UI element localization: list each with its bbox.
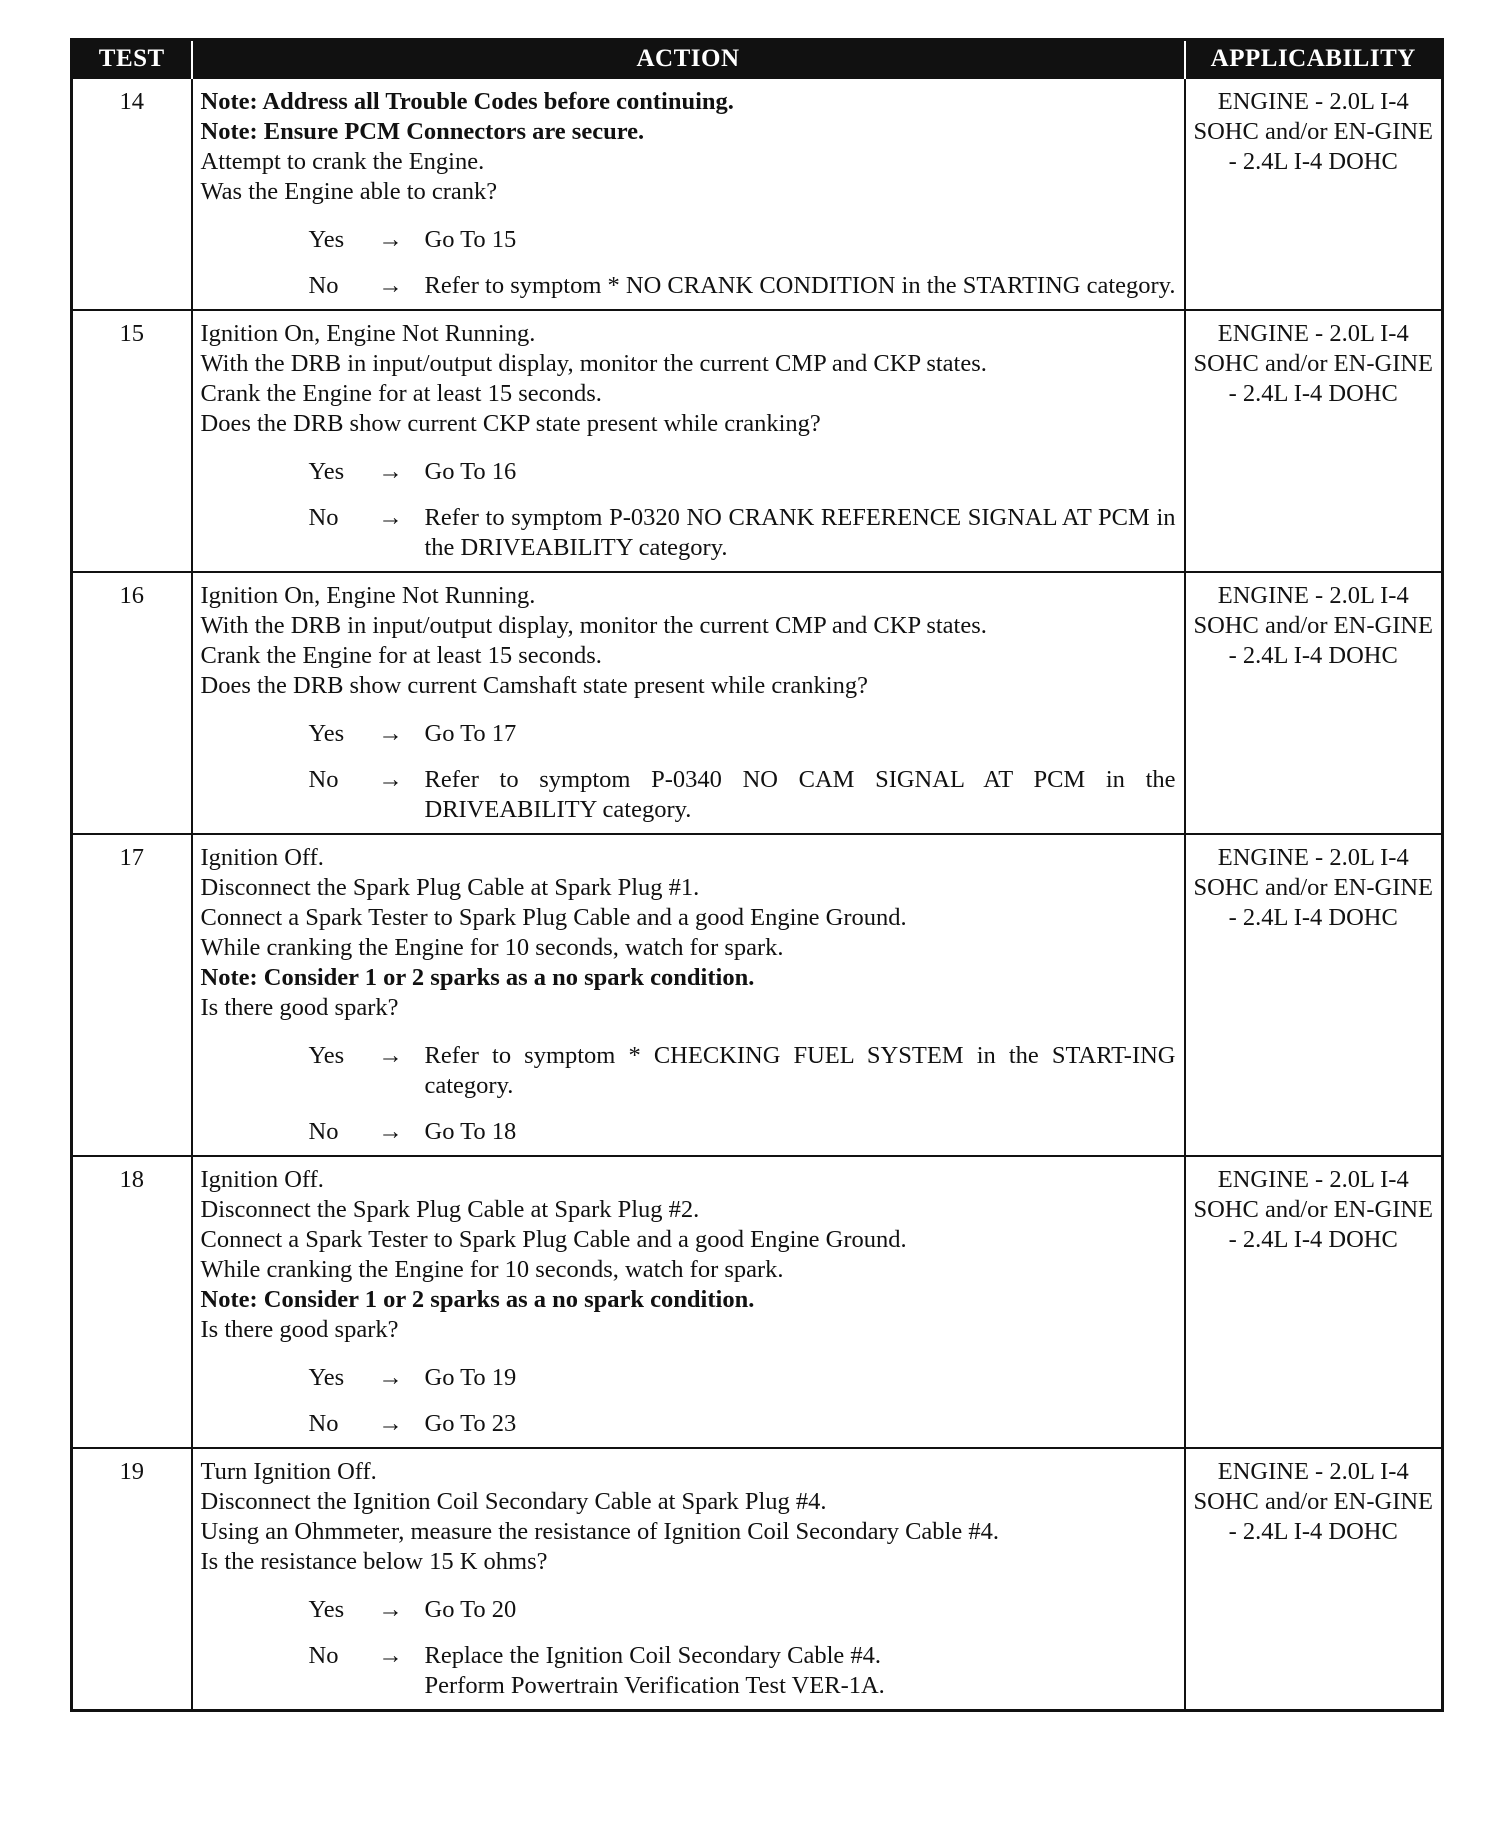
- answer-yes: [309, 457, 1176, 487]
- instruction-line: Disconnect the Spark Plug Cable at Spark Plug #2.: [200, 1196, 700, 1223]
- instruction-line: Was the Engine able to crank?: [200, 178, 498, 205]
- answer-list: [201, 457, 1176, 563]
- answer-label: Yes: [308, 458, 345, 485]
- test-number: 18: [72, 1156, 192, 1448]
- action-cell: [192, 310, 1185, 572]
- instruction-line: Crank the Engine for at least 15 seconds.: [200, 642, 602, 669]
- right-arrow-icon: →: [378, 504, 403, 531]
- instruction-line: With the DRB in input/output display, monitor the current CMP and CKP states.: [200, 612, 987, 639]
- answer-list: [201, 225, 1176, 301]
- instruction-line: Attempt to crank the Engine.: [200, 148, 485, 175]
- header-test: TEST: [72, 40, 192, 79]
- answer-text: Go To 19: [424, 1364, 517, 1391]
- answer-label: No: [308, 766, 339, 793]
- answer-text: Refer to symptom * NO CRANK CONDITION in the STARTING category.: [424, 272, 1176, 299]
- right-arrow-icon: →: [378, 458, 403, 485]
- note-line: Note: Consider 1 or 2 sparks as a no spark condition.: [200, 1286, 755, 1313]
- test-number: 14: [72, 78, 192, 310]
- diagnostic-test-table: [70, 38, 1444, 1712]
- instruction-line: Is there good spark?: [200, 994, 399, 1021]
- header-action: ACTION: [192, 40, 1185, 79]
- answer-label: Yes: [308, 1042, 345, 1069]
- instruction-line: Disconnect the Ignition Coil Secondary Cable at Spark Plug #4.: [200, 1488, 827, 1515]
- instruction-line: While cranking the Engine for 10 seconds, watch for spark.: [200, 1256, 784, 1283]
- right-arrow-icon: →: [378, 1642, 403, 1669]
- answer-yes: [309, 225, 1176, 255]
- applicability-cell: ENGINE - 2.0L I-4 SOHC and/or EN-GINE - 2.4L I-4 DOHC: [1185, 1156, 1443, 1448]
- test-number: 17: [72, 834, 192, 1156]
- answer-no: [309, 1409, 1176, 1439]
- action-cell: [192, 1156, 1185, 1448]
- table-row: [72, 572, 1443, 834]
- answer-text: Refer to symptom P-0340 NO CAM SIGNAL AT PCM in the DRIVEABILITY category.: [424, 766, 1176, 823]
- answer-label: Yes: [308, 226, 345, 253]
- answer-text: Go To 17: [424, 720, 517, 747]
- answer-no: [309, 503, 1176, 563]
- instruction-line: Is the resistance below 15 K ohms?: [200, 1548, 548, 1575]
- answer-text: Refer to symptom * CHECKING FUEL SYSTEM in the START-ING category.: [424, 1042, 1176, 1099]
- right-arrow-icon: →: [378, 1042, 403, 1069]
- answer-text: Refer to symptom P-0320 NO CRANK REFERENCE SIGNAL AT PCM in the DRIVEABILITY category.: [424, 504, 1176, 561]
- applicability-cell: ENGINE - 2.0L I-4 SOHC and/or EN-GINE - 2.4L I-4 DOHC: [1185, 834, 1443, 1156]
- instruction-line: Using an Ohmmeter, measure the resistance of Ignition Coil Secondary Cable #4.: [200, 1518, 999, 1545]
- instruction-line: Ignition Off.: [200, 1166, 324, 1193]
- answer-yes: [309, 1595, 1176, 1625]
- right-arrow-icon: →: [378, 720, 403, 747]
- note-line: Note: Consider 1 or 2 sparks as a no spark condition.: [200, 964, 755, 991]
- right-arrow-icon: →: [378, 1596, 403, 1623]
- instruction-line: Does the DRB show current CKP state present while cranking?: [200, 410, 821, 437]
- answer-label: No: [308, 504, 339, 531]
- instruction-line: Ignition Off.: [200, 844, 324, 871]
- applicability-cell: ENGINE - 2.0L I-4 SOHC and/or EN-GINE - 2.4L I-4 DOHC: [1185, 1448, 1443, 1711]
- table-row: [72, 310, 1443, 572]
- answer-text: Go To 20: [424, 1596, 517, 1623]
- table-row: [72, 1448, 1443, 1711]
- answer-yes: [309, 719, 1176, 749]
- table-row: [72, 1156, 1443, 1448]
- note-line: Note: Address all Trouble Codes before continuing.: [200, 88, 734, 115]
- action-cell: [192, 1448, 1185, 1711]
- table-row: [72, 78, 1443, 310]
- instruction-line: With the DRB in input/output display, monitor the current CMP and CKP states.: [200, 350, 987, 377]
- answer-no: [309, 271, 1176, 301]
- instruction-line: Turn Ignition Off.: [200, 1458, 377, 1485]
- table-row: [72, 834, 1443, 1156]
- instruction-line: Ignition On, Engine Not Running.: [200, 320, 536, 347]
- right-arrow-icon: →: [378, 766, 403, 793]
- test-number: 16: [72, 572, 192, 834]
- right-arrow-icon: →: [378, 1364, 403, 1391]
- applicability-cell: ENGINE - 2.0L I-4 SOHC and/or EN-GINE - 2.4L I-4 DOHC: [1185, 572, 1443, 834]
- answer-label: Yes: [308, 720, 345, 747]
- note-line: Note: Ensure PCM Connectors are secure.: [200, 118, 645, 145]
- answer-no: [309, 765, 1176, 825]
- applicability-cell: ENGINE - 2.0L I-4 SOHC and/or EN-GINE - 2.4L I-4 DOHC: [1185, 78, 1443, 310]
- right-arrow-icon: →: [378, 226, 403, 253]
- answer-text: Go To 23: [424, 1410, 517, 1437]
- action-cell: [192, 834, 1185, 1156]
- answer-label: No: [308, 272, 339, 299]
- answer-list: [201, 719, 1176, 825]
- right-arrow-icon: →: [378, 1410, 403, 1437]
- right-arrow-icon: →: [378, 1118, 403, 1145]
- answer-label: Yes: [308, 1596, 345, 1623]
- answer-list: [201, 1363, 1176, 1439]
- instruction-line: Crank the Engine for at least 15 seconds.: [200, 380, 602, 407]
- test-number: 15: [72, 310, 192, 572]
- answer-list: [201, 1595, 1176, 1701]
- answer-text: Replace the Ignition Coil Secondary Cable #4. Perform Powertrain Verification Test VER-1A.: [424, 1642, 885, 1699]
- right-arrow-icon: →: [378, 272, 403, 299]
- instruction-line: Ignition On, Engine Not Running.: [200, 582, 536, 609]
- answer-no: [309, 1641, 1176, 1701]
- answer-list: [201, 1041, 1176, 1147]
- applicability-cell: ENGINE - 2.0L I-4 SOHC and/or EN-GINE - 2.4L I-4 DOHC: [1185, 310, 1443, 572]
- action-cell: [192, 572, 1185, 834]
- table-body: [72, 78, 1443, 1711]
- answer-label: No: [308, 1118, 339, 1145]
- answer-label: No: [308, 1410, 339, 1437]
- table-header-row: [72, 40, 1443, 79]
- answer-no: [309, 1117, 1176, 1147]
- instruction-line: Connect a Spark Tester to Spark Plug Cable and a good Engine Ground.: [200, 1226, 907, 1253]
- answer-yes: [309, 1041, 1176, 1101]
- instruction-line: Connect a Spark Tester to Spark Plug Cable and a good Engine Ground.: [200, 904, 907, 931]
- header-applicability: APPLICABILITY: [1185, 40, 1443, 79]
- answer-label: No: [308, 1642, 339, 1669]
- answer-text: Go To 18: [424, 1118, 517, 1145]
- answer-text: Go To 15: [424, 226, 517, 253]
- instruction-line: Is there good spark?: [200, 1316, 399, 1343]
- instruction-line: While cranking the Engine for 10 seconds, watch for spark.: [200, 934, 784, 961]
- answer-yes: [309, 1363, 1176, 1393]
- instruction-line: Disconnect the Spark Plug Cable at Spark Plug #1.: [200, 874, 700, 901]
- action-cell: [192, 78, 1185, 310]
- answer-label: Yes: [308, 1364, 345, 1391]
- instruction-line: Does the DRB show current Camshaft state present while cranking?: [200, 672, 868, 699]
- test-number: 19: [72, 1448, 192, 1711]
- answer-text: Go To 16: [424, 458, 517, 485]
